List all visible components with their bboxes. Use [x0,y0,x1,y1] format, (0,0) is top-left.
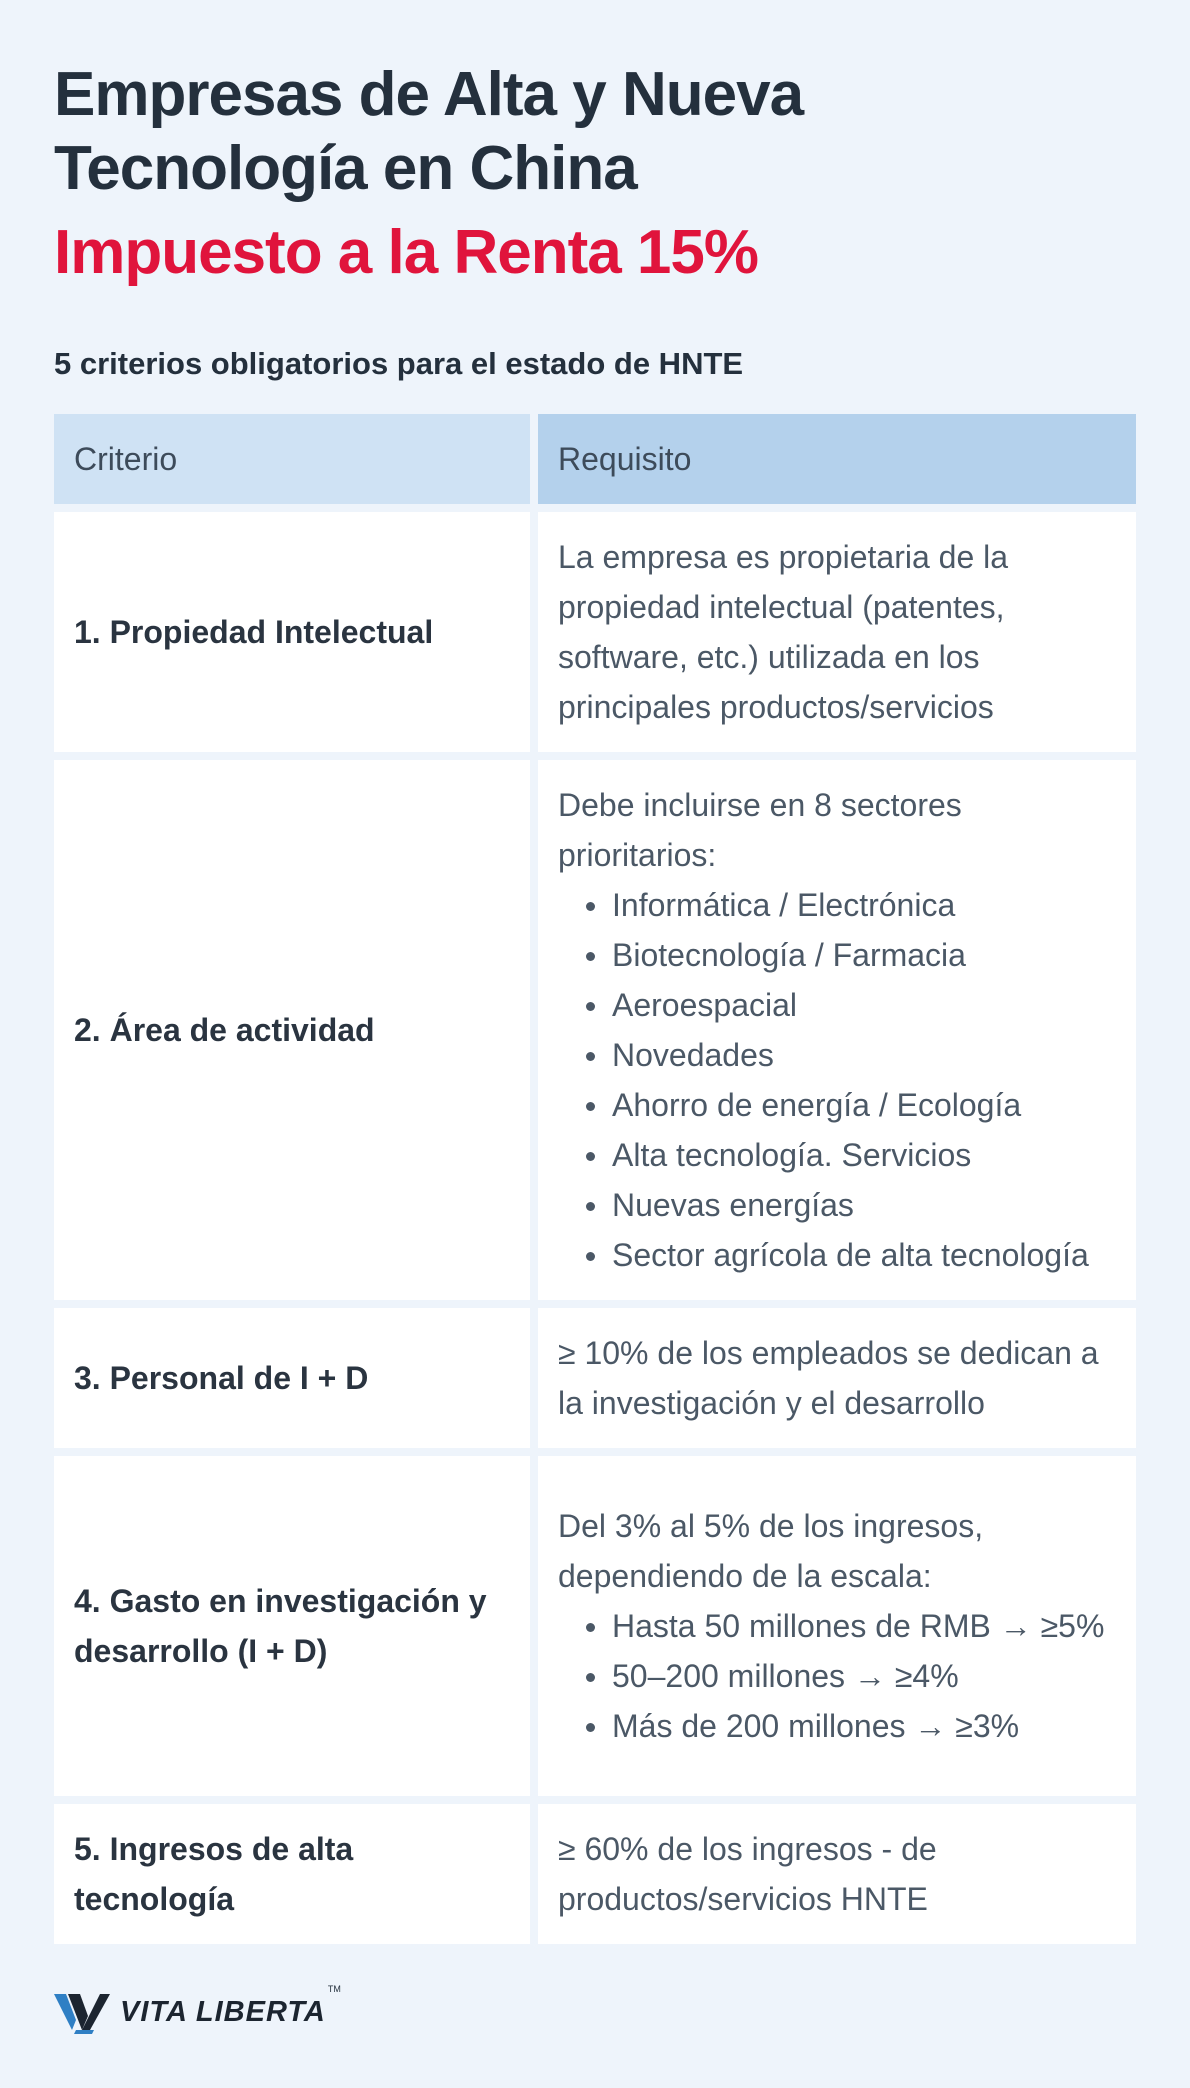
list-item: Aeroespacial [582,980,1116,1030]
title-line-2: Tecnología en China [54,134,637,203]
title-line-1: Empresas de Alta y Nueva [54,60,804,129]
list-item: Nuevas energías [582,1180,1116,1230]
requirement-cell [538,760,1136,1300]
header-requirement: Requisito [558,440,692,477]
criterion-text: 5. Ingresos de alta tecnología [74,1831,354,1917]
criterion-cell [54,1456,530,1796]
list-item: Más de 200 millones → ≥3% [582,1701,1116,1751]
requirement-text: ≥ 60% de los ingresos - de productos/servicios HNTE [558,1831,937,1917]
criterion-text: 1. Propiedad Intelectual [74,614,434,650]
requirement-block [558,780,1116,1280]
requirement-cell [538,512,1136,752]
criterion-cell [54,1308,530,1448]
list-item: Alta tecnología. Servicios [582,1130,1116,1180]
table-row [54,512,1136,752]
list-item: Sector agrícola de alta tecnología [582,1230,1116,1280]
requirement-block [558,1501,1116,1751]
trademark: TM [327,1984,341,1994]
criterion-cell [54,512,530,752]
vita-liberta-logo-icon [54,1990,110,2034]
scale-list [558,1601,1116,1751]
header-cell-criterion [54,414,530,504]
requirement-text: ≥ 10% de los empleados se dedican a la investigación y el desarrollo [558,1335,1099,1421]
criterion-text: 2. Área de actividad [74,1012,375,1048]
table-header-row [54,414,1136,504]
table-row [54,1308,1136,1448]
list-item: Informática / Electrónica [582,880,1116,930]
requirement-cell [538,1804,1136,1944]
criterion-cell [54,1804,530,1944]
criteria-table [54,414,1136,1952]
brand-logo [54,1984,341,2034]
list-item: Novedades [582,1030,1116,1080]
criterion-cell [54,760,530,1300]
list-item: Hasta 50 millones de RMB → ≥5% [582,1601,1116,1651]
logo-text: VITA LIBERTA [120,1995,326,2028]
requirement-text: Del 3% al 5% de los ingresos, dependiendo de la escala: [558,1508,984,1594]
requirement-cell [538,1308,1136,1448]
table-row [54,1804,1136,1944]
table-row [54,760,1136,1300]
requirement-text: La empresa es propietaria de la propiedad intelectual (patentes, software, etc.) utilizada en los principales productos/servicios [558,539,1009,725]
subtitle: 5 criterios obligatorios para el estado de HNTE [54,346,744,381]
requirement-text: Debe incluirse en 8 sectores prioritarios: [558,787,962,873]
list-item: Ahorro de energía / Ecología [582,1080,1116,1130]
page-title [54,58,803,206]
criterion-text: 3. Personal de I + D [74,1360,369,1396]
title-accent: Impuesto a la Renta 15% [54,218,759,287]
header-cell-requirement [538,414,1136,504]
header-criterion: Criterio [74,440,178,477]
requirement-cell [538,1456,1136,1796]
list-item: 50–200 millones → ≥4% [582,1651,1116,1701]
criterion-text: 4. Gasto en investigación y desarrollo (I + D) [74,1583,487,1669]
table-row [54,1456,1136,1796]
list-item: Biotecnología / Farmacia [582,930,1116,980]
sector-list [558,880,1116,1280]
